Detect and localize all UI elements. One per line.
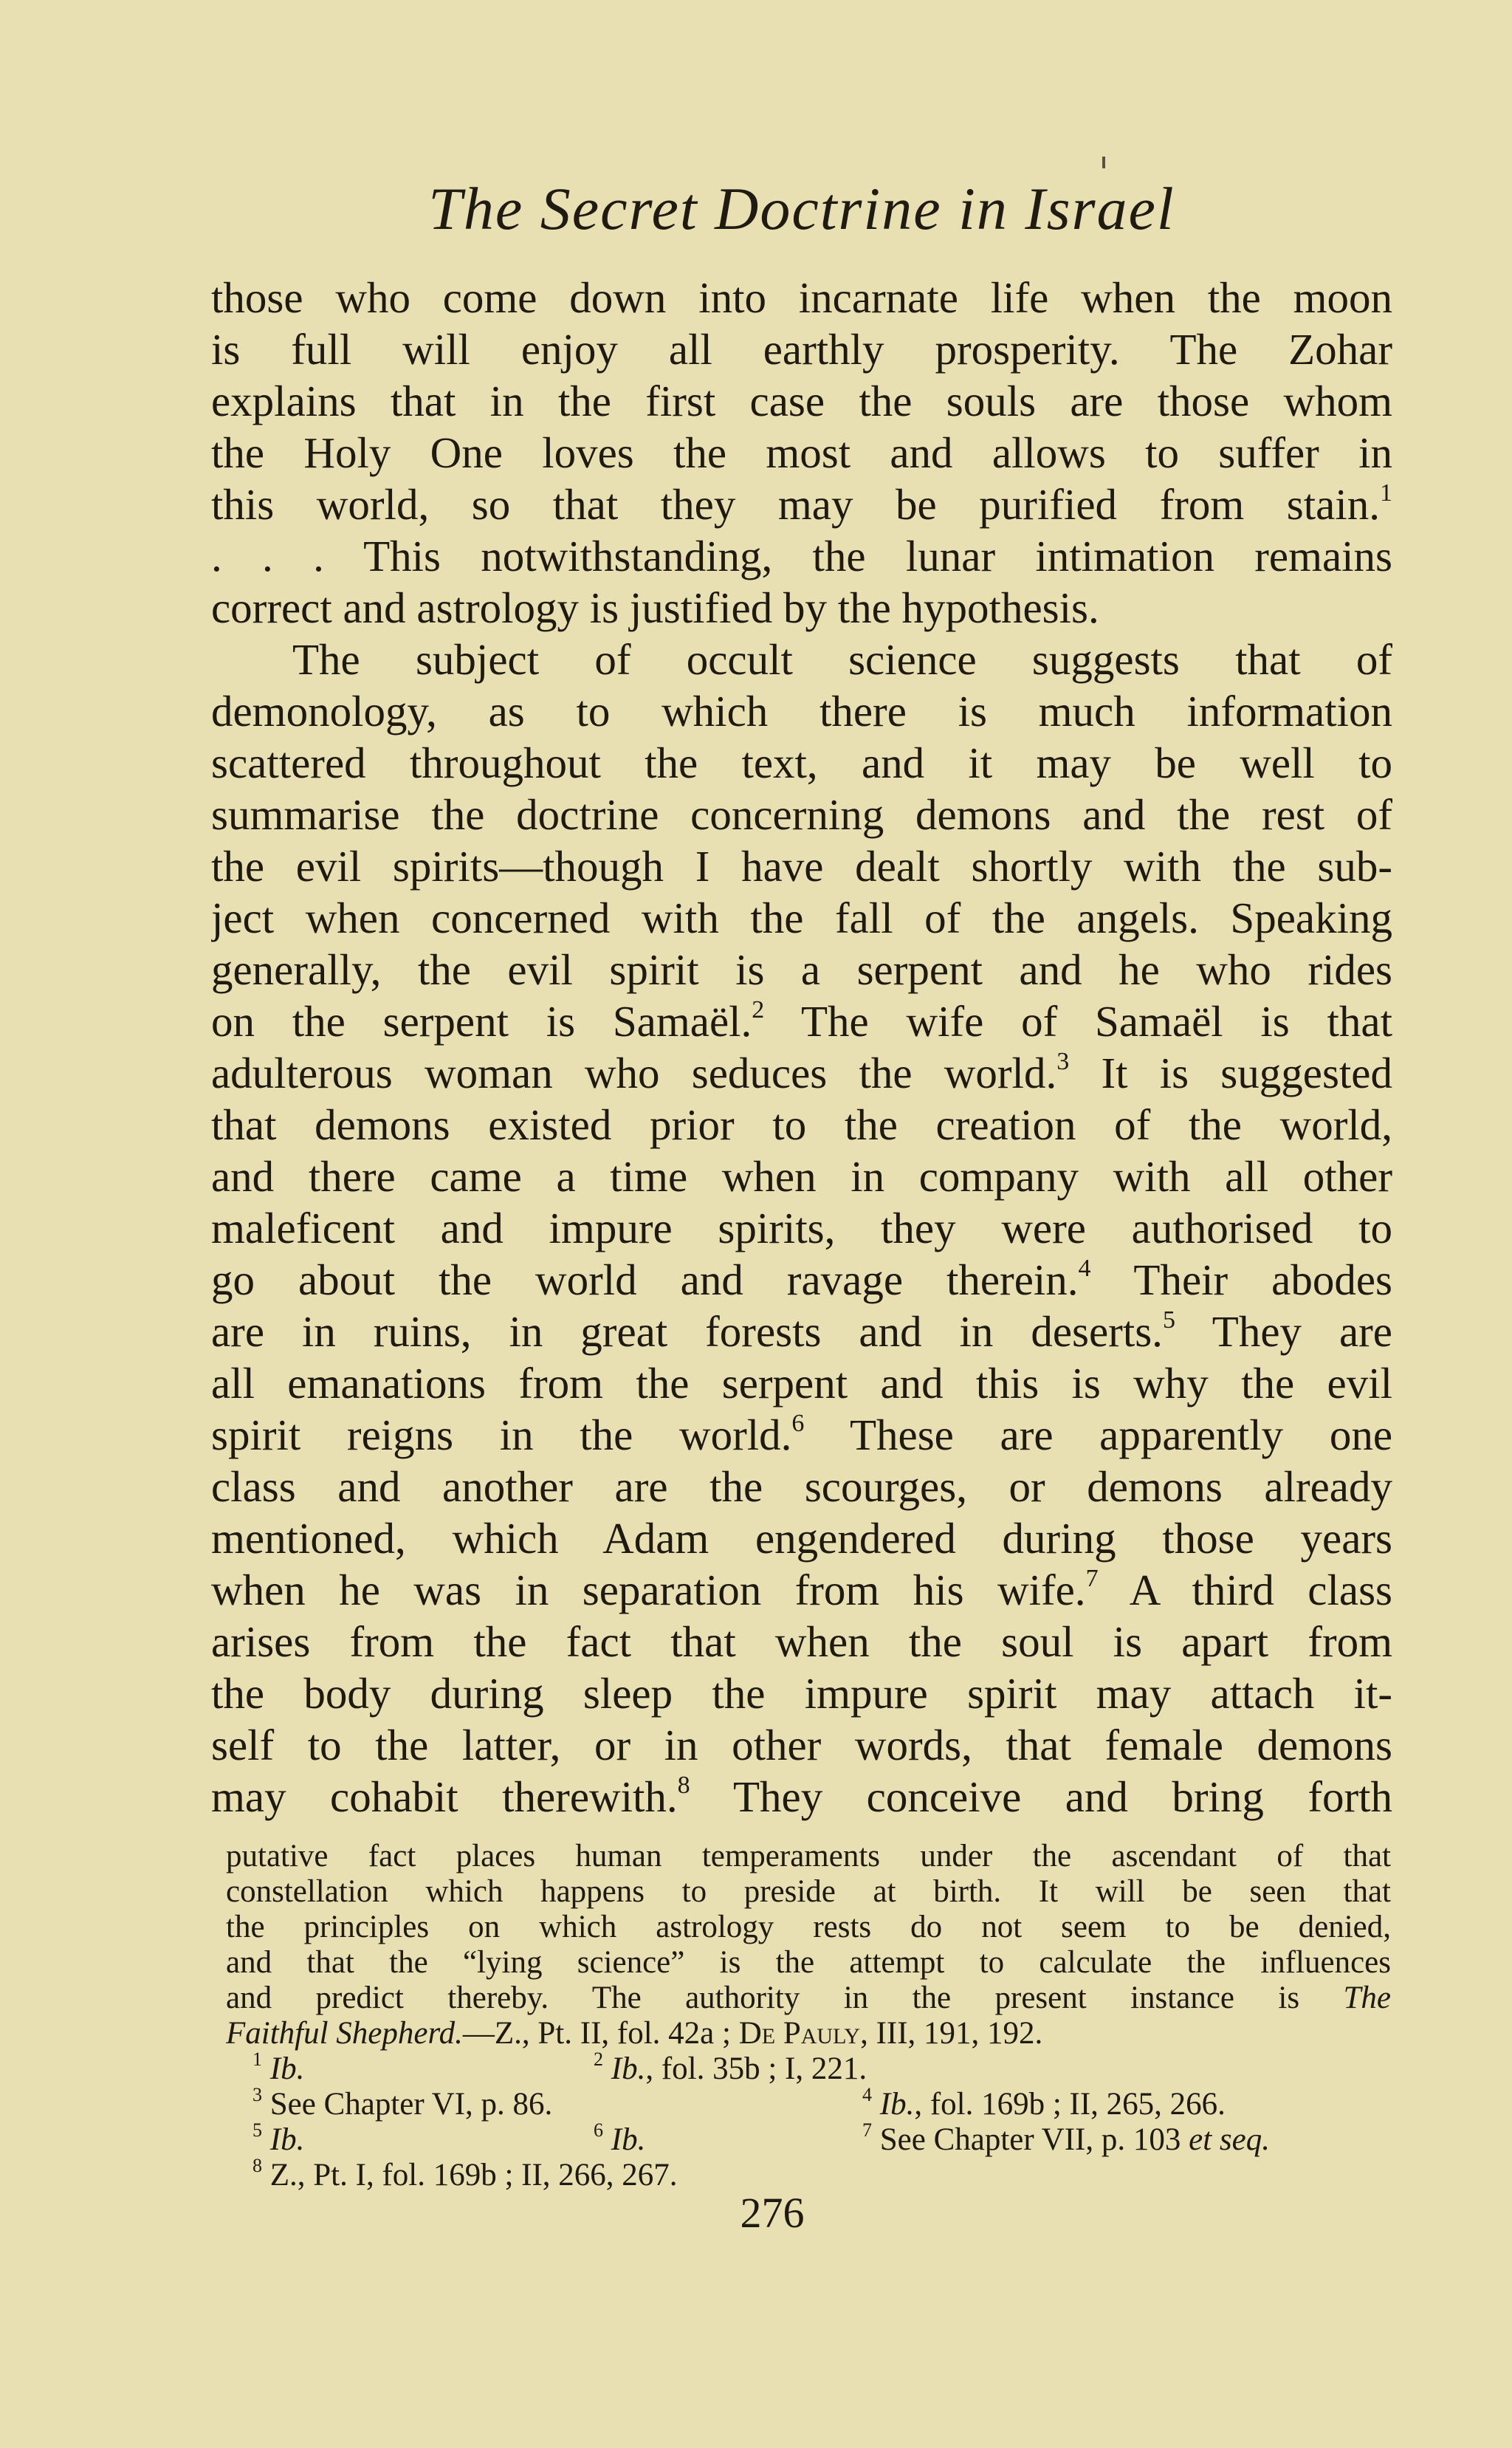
footnote-6: $^6$ Ib. [594,2119,646,2157]
text-line: the evil spirits—though I have dealt shortly with the sub- [211,842,1392,891]
text-line: are in ruins, in great forests and in deserts.$^5$ They are [211,1306,1392,1356]
text-line: demonology, as to which there is much information [211,687,1392,736]
footnote-ref: 5 [1162,1306,1175,1334]
footnote-title: The [1343,1981,1391,2015]
footnote-line: constellation which happens to preside at birth. It will be seen that [226,1874,1391,1909]
text-line: ject when concerned with the fall of the angels. Speaking [211,894,1392,942]
text-line: that demons existed prior to the creation of the world, [211,1100,1392,1149]
footnote-line: the principles on which astrology rests do not seem to be denied, [226,1910,1391,1944]
footnote-ref: 7 [1085,1565,1099,1593]
footnote-1: $^1$ Ib. [252,2048,305,2086]
text-line: . . . This notwithstanding, the lunar intimation remains [211,532,1392,580]
footnote-row [226,2083,1391,2122]
footnote-ref: 8 [677,1772,690,1800]
text-line: on the serpent is Samaël.$^2$ The wife of Samaël is that [211,996,1392,1046]
footnote-title: Faithful Shepherd. [226,2016,463,2051]
footnote-row [226,2048,1391,2087]
footnote-line: putative fact places human temperaments under the ascendant of that [226,1839,1391,1873]
footnote-8: $^8$ Z., Pt. I, fol. 169b ; II, 266, 267. [252,2154,678,2192]
text-line: the Holy One loves the most and allows to suffer in [211,428,1392,477]
footnote-ref: 4 [1078,1255,1091,1283]
footnote-4: $^4$ Ib., fol. 169b ; II, 265, 266. [862,2083,1226,2122]
text-line: summarise the doctrine concerning demons and the rest of [211,790,1392,839]
text-line: correct and astrology is justified by the hypothesis. [211,583,1099,632]
running-head: The Secret Doctrine in Israel [428,175,1175,242]
text-line: go about the world and ravage therein.$^4$ Their abodes [211,1255,1392,1304]
footnote-ref: 3 [1056,1048,1070,1076]
text-line: self to the latter, or in other words, that female demons [211,1721,1392,1769]
body-text [211,272,1392,1823]
footnote-line: and predict thereby. The authority in the present instance is The [226,1981,1391,2015]
footnote-2: $^2$ Ib., fol. 35b ; I, 221. [594,2048,867,2086]
footnotes [226,1839,1391,2193]
text-line: scattered throughout the text, and it may be well to [211,738,1392,787]
text-line: The subject of occult science suggests that of [292,635,1392,684]
text-line: and there came a time when in company with all other [211,1152,1392,1201]
footnote-7: $^7$ See Chapter VII, p. 103 et seq. [862,2119,1270,2157]
text-line: those who come down into incarnate life when the moon [211,273,1392,322]
text-line: maleficent and impure spirits, they were authorised to [211,1204,1392,1252]
text-line: is full will enjoy all earthly prosperity. The Zohar [211,325,1392,374]
footnote-line: and that the “lying science” is the attempt to calculate the influences [226,1945,1391,1980]
footnote-ref: 6 [791,1410,805,1438]
text-line: mentioned, which Adam engendered during those years [211,1514,1392,1563]
text-line: explains that in the first case the souls are those whom [211,377,1392,425]
text-line: adulterous woman who seduces the world.$^3$ It is suggested [211,1048,1392,1097]
footnote-ref: 1 [1380,479,1392,507]
footnote-row [226,2119,1391,2158]
text-line: arises from the fact that when the soul is apart from [211,1617,1392,1666]
text-line: all emanations from the serpent and this is why the evil [211,1359,1392,1408]
footnote-5: $^5$ Ib. [252,2119,305,2157]
footnote-ref: 2 [752,996,765,1024]
page-mark [1102,157,1105,168]
text-line: the body during sleep the impure spirit may attach it- [211,1669,1392,1718]
text-line: generally, the evil spirit is a serpent and he who rides [211,945,1392,994]
text-line: this world, so that they may be purified from stain.$^1$ [211,479,1392,529]
author-name: De Pauly [738,2016,861,2051]
text-line: spirit reigns in the world.$^6$ These are apparently one [211,1410,1392,1459]
text-line: when he was in separation from his wife.$^7$ A third class [211,1565,1392,1614]
page-number: 276 [740,2189,805,2237]
footnote-3: $^3$ See Chapter VI, p. 86. [252,2083,553,2122]
text-line: class and another are the scourges, or demons already [211,1462,1392,1511]
text-line: may cohabit therewith.$^8$ They conceive and bring forth [211,1772,1392,1821]
footnote-line: Faithful Shepherd.—Z., Pt. II, fol. 42a ; De Pauly, III, 191, 192. [226,2016,1043,2051]
